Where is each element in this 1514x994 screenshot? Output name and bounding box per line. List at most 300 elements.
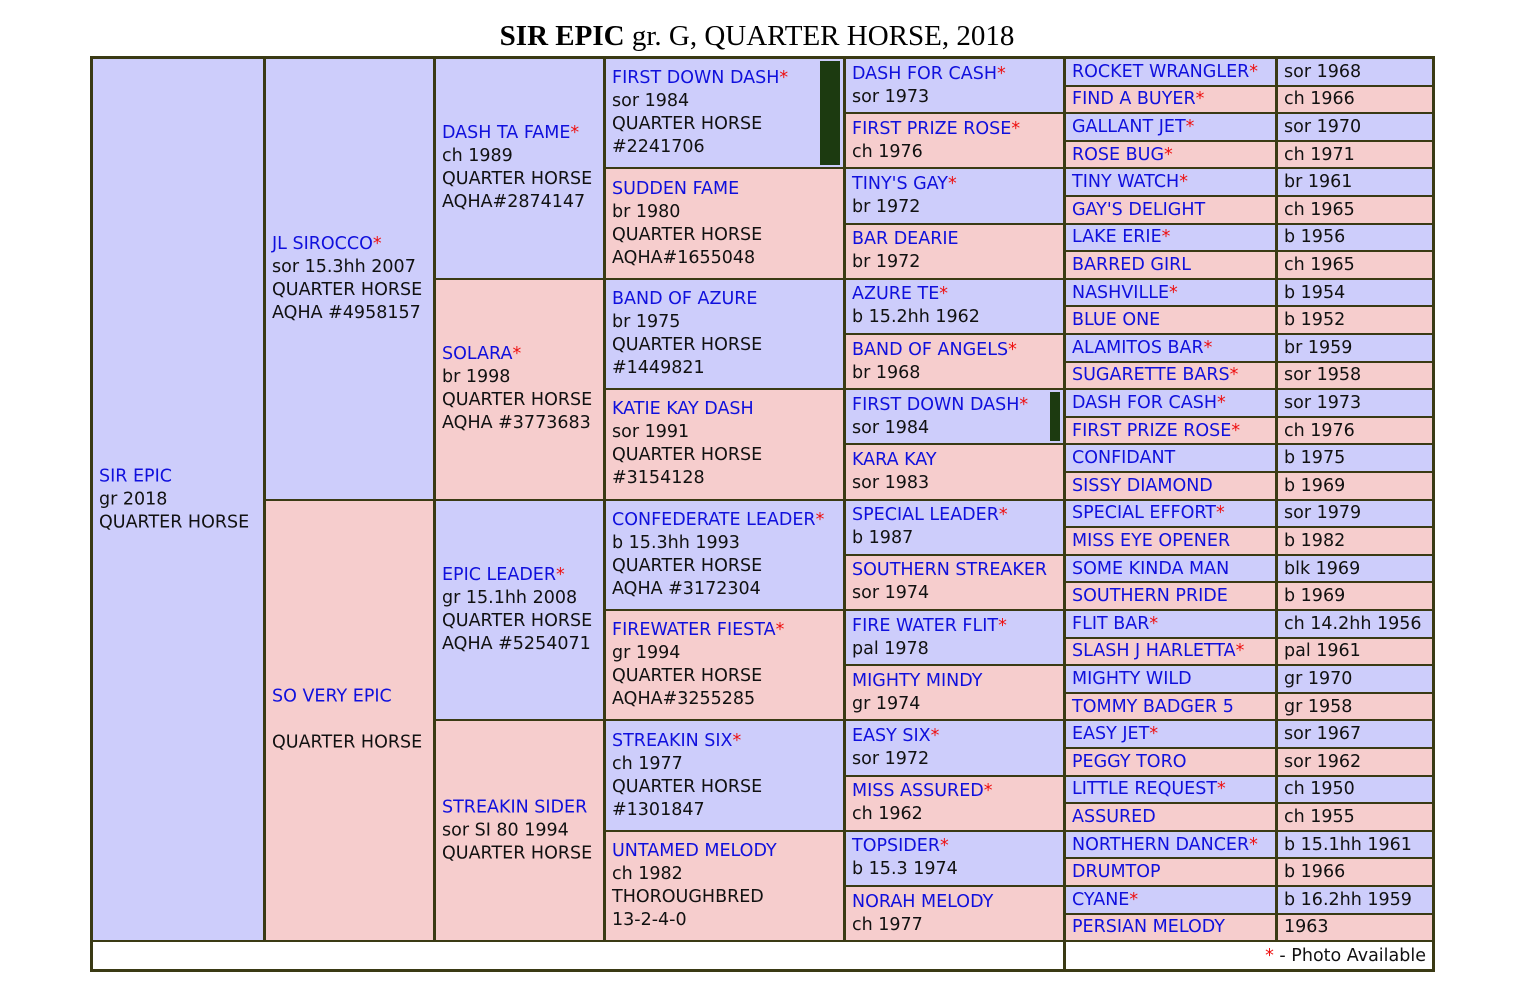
horse-info-text: b 1969 [1284,586,1346,607]
horse-name[interactable]: MIGHTY MINDY [852,670,983,691]
horse-entry [1072,420,1275,442]
gen1-cell-sire [93,59,263,940]
gen6-cell-dam [1066,197,1275,223]
horse-name[interactable]: BARRED GIRL [1072,254,1192,275]
gen6-info-cell [1278,556,1432,582]
horse-info-text: ch 1966 [1284,89,1355,110]
gen6-cell-dam [1066,804,1275,830]
gen6-cell-dam [1066,363,1275,389]
horse-name-link[interactable] [852,615,1063,638]
horse-name[interactable]: SO VERY EPIC [272,686,392,707]
legend-cell [1066,942,1432,969]
horse-name-link[interactable] [852,504,1063,527]
photo-available-star: * [1169,282,1178,303]
photo-available-star: * [1231,420,1241,441]
horse-name[interactable]: SOUTHERN STREAKER [852,560,1048,581]
horse-info [1284,916,1432,938]
photo-available-star: * [1179,172,1188,193]
horse-name[interactable]: MISS EYE OPENER [1072,530,1231,551]
gen6-info-cell [1278,777,1432,803]
horse-info-text: gr 1970 [1284,668,1353,689]
horse-name[interactable]: CYANE [1072,889,1130,910]
horse-name[interactable]: STREAKIN SIX [612,730,733,751]
horse-detail-line: QUARTER HORSE [612,224,763,245]
horse-detail-line: QUARTER HORSE [442,843,593,864]
horse-name[interactable]: DASH FOR CASH [852,63,997,84]
horse-info-text: br 1961 [1284,172,1353,193]
horse-name[interactable]: MIGHTY WILD [1072,668,1192,689]
horse-name-link[interactable] [852,449,1063,472]
horse-name-link[interactable] [272,686,433,709]
horse-detail-line: 13-2-4-0 [612,909,687,930]
photo-available-star: * [775,620,785,641]
horse-info [1284,668,1432,690]
horse-name-link[interactable] [852,780,1063,803]
horse-detail-line: sor 1972 [852,748,930,769]
gen5-cell-dam [846,666,1063,719]
horse-detail-line: br 1998 [442,367,511,388]
horse-name[interactable]: SOUTHERN PRIDE [1072,586,1228,607]
gen6-info-cell [1278,859,1432,885]
horse-entry [1072,337,1275,359]
horse-info [1284,696,1432,718]
horse-name[interactable]: FIRE WATER FLIT [852,615,999,636]
horse-name[interactable]: TINY WATCH [1072,172,1180,193]
horse-entry [1072,613,1275,635]
horse-name[interactable]: LAKE ERIE [1072,227,1162,248]
gen6-cell-sire [1066,169,1275,195]
horse-name[interactable]: FLIT BAR [1072,613,1150,634]
photo-available-star: * [1229,365,1239,386]
photo-available-star: * [1249,61,1259,82]
photo-available-star: * [1011,118,1021,139]
horse-detail-line: sor 1974 [852,583,930,604]
photo-available-star: * [732,730,742,751]
photo-available-star: * [1195,89,1205,110]
gen6-cell-dam [1066,307,1275,333]
horse-detail-line: sor 1973 [852,86,930,107]
accent-bar [820,61,840,165]
horse-name-link[interactable] [852,63,1063,86]
gen5-cell-sire [846,280,1063,333]
page-title [0,20,1514,53]
horse-name-link[interactable] [1072,475,1275,497]
horse-name[interactable]: FIRST PRIZE ROSE [1072,420,1232,441]
horse-name-link[interactable] [1072,144,1275,166]
horse-detail-line: ch 1989 [442,146,513,167]
gen6-cell-sire [1066,225,1275,251]
horse-name[interactable]: GALLANT JET [1072,116,1186,137]
gen6-cell-sire [1066,887,1275,913]
horse-name-link[interactable] [852,670,1063,693]
title-horse-name: SIR EPIC [499,20,625,52]
horse-entry [852,835,1063,881]
horse-detail-line: b 15.3hh 1993 [612,532,740,553]
horse-entry [612,509,843,601]
horse-info-text: br 1959 [1284,337,1353,358]
gen6-cell-sire [1066,59,1275,85]
horse-name-link[interactable] [1072,916,1275,938]
horse-name[interactable]: SIR EPIC [99,466,172,487]
gen6-cell-sire [1066,390,1275,416]
horse-name-link[interactable] [1072,337,1275,359]
horse-name-link[interactable] [852,173,1063,196]
horse-info-text: sor 1962 [1284,751,1362,772]
horse-name-link[interactable] [1072,309,1275,331]
gen3-cell-sire [436,501,603,720]
horse-detail-line: sor 15.3hh 2007 [272,256,416,277]
horse-name-link[interactable] [1072,254,1275,276]
gen5-cell-sire [846,611,1063,664]
horse-name[interactable]: BAND OF ANGELS [852,339,1009,360]
horse-name[interactable]: NORAH MELODY [852,891,994,912]
horse-name-link[interactable] [1072,420,1275,442]
horse-entry [852,173,1063,219]
photo-available-star: * [512,344,522,365]
horse-entry [442,343,603,435]
horse-entry [1072,751,1275,773]
horse-name-link[interactable] [442,343,603,366]
horse-name-link[interactable] [852,339,1063,362]
gen6-cell-dam [1066,915,1275,941]
horse-name[interactable]: MISS ASSURED [852,781,984,802]
horse-name[interactable]: FIREWATER FIESTA [612,620,776,641]
gen6-info-cell [1278,225,1432,251]
horse-name[interactable]: NORTHERN DANCER [1072,834,1250,855]
gen6-info-cell [1278,639,1432,665]
horse-name-link[interactable] [1072,502,1275,524]
horse-name-link[interactable] [1072,640,1275,662]
gen6-info-cell [1278,915,1432,941]
gen6-info-cell [1278,59,1432,85]
horse-name[interactable]: FIND A BUYER [1072,89,1196,110]
horse-name-link[interactable] [1072,530,1275,552]
horse-name-link[interactable] [612,178,843,201]
horse-name[interactable]: TOPSIDER [852,836,940,857]
horse-info [1284,806,1432,828]
horse-name[interactable]: ROCKET WRANGLER [1072,61,1250,82]
horse-detail-line: QUARTER HORSE [612,114,763,135]
horse-name[interactable]: STREAKIN SIDER [442,797,588,818]
horse-name[interactable]: SPECIAL LEADER [852,505,999,526]
horse-name-link[interactable] [1072,199,1275,221]
gen5-cell-dam [846,777,1063,830]
horse-name-link[interactable] [1072,668,1275,690]
gen5-cell-dam [846,225,1063,278]
horse-detail-line: QUARTER HORSE [99,512,250,533]
horse-name-link[interactable] [1072,696,1275,718]
horse-name-link[interactable] [852,559,1063,582]
horse-name-link[interactable] [1072,61,1275,83]
horse-name-link[interactable] [1072,806,1275,828]
horse-entry [1072,199,1275,221]
horse-name-link[interactable] [852,891,1063,914]
horse-name-link[interactable] [612,67,843,90]
horse-name-link[interactable] [852,394,1063,417]
horse-name-link[interactable] [1072,778,1275,800]
photo-available-star: * [930,725,940,746]
horse-entry [1072,778,1275,800]
horse-name-link[interactable] [852,283,1063,306]
horse-entry [1072,861,1275,883]
horse-name-link[interactable] [1072,88,1275,110]
photo-available-star: * [1164,144,1173,165]
horse-entry [1072,530,1275,552]
horse-info [1284,502,1432,524]
horse-name[interactable]: ASSURED [1072,806,1156,827]
horse-entry [852,615,1063,661]
horse-name-link[interactable] [1072,558,1275,580]
horse-name[interactable]: EASY JET [1072,724,1150,745]
horse-name[interactable]: EPIC LEADER [442,564,557,585]
horse-info [1284,254,1432,276]
horse-name[interactable]: DASH FOR CASH [1072,392,1217,413]
horse-info-text: ch 1971 [1284,144,1355,165]
horse-name-link[interactable] [442,564,603,587]
horse-name-link[interactable] [272,233,433,256]
horse-entry [1072,282,1275,304]
horse-name-link[interactable] [442,796,603,819]
horse-name-link[interactable] [612,509,843,532]
footer-left-cell [93,942,1063,969]
gen6-info-cell [1278,721,1432,747]
gen6-info-cell [1278,583,1432,609]
gen4-cell-dam [606,169,843,277]
horse-detail-line: gr 15.1hh 2008 [442,587,578,608]
gen4-cell-dam [606,611,843,719]
gen5-cell-sire [846,501,1063,554]
horse-info [1284,558,1432,580]
gen6-cell-dam [1066,252,1275,278]
horse-name[interactable]: FIRST PRIZE ROSE [852,118,1012,139]
horse-name[interactable]: FIRST DOWN DASH [852,394,1020,415]
horse-info-text: b 1969 [1284,475,1346,496]
horse-info [1284,61,1432,83]
horse-info-text: b 16.2hh 1959 [1284,889,1412,910]
gen6-cell-dam [1066,142,1275,168]
horse-name[interactable]: EASY SIX [852,725,931,746]
photo-available-star: * [372,233,382,254]
horse-detail-line: sor 1984 [612,91,690,112]
horse-name-link[interactable] [1072,116,1275,138]
horse-info [1284,889,1432,911]
horse-info [1284,834,1432,856]
horse-name[interactable]: KATIE KAY DASH [612,399,754,420]
horse-detail-line: #2241706 [612,137,705,158]
horse-detail-line: QUARTER HORSE [442,390,593,411]
horse-name-link[interactable] [1072,585,1275,607]
horse-name[interactable]: SISSY DIAMOND [1072,475,1213,496]
horse-entry [1072,723,1275,745]
photo-available-star: * [1249,834,1258,855]
horse-info-text: ch 1955 [1284,806,1355,827]
horse-info [1284,144,1432,166]
horse-name[interactable]: DASH TA FAME [442,123,571,144]
horse-entry [1072,61,1275,83]
horse-detail-line: AQHA #4958157 [272,302,421,323]
horse-name[interactable]: FIRST DOWN DASH [612,68,780,89]
horse-name-link[interactable] [612,288,843,311]
gen6-info-cell [1278,280,1432,306]
photo-legend [1265,946,1426,966]
horse-name-link[interactable] [1072,613,1275,635]
horse-name[interactable]: GAY'S DELIGHT [1072,199,1206,220]
horse-name[interactable]: CONFEDERATE LEADER [612,509,816,530]
horse-name[interactable]: BAR DEARIE [852,229,959,250]
horse-name-link[interactable] [1072,282,1275,304]
horse-name[interactable]: BAND OF AZURE [612,288,758,309]
gen6-cell-dam [1066,583,1275,609]
horse-name[interactable]: DRUMTOP [1072,862,1161,883]
horse-detail-line: #1301847 [612,799,705,820]
title-details: gr. G, QUARTER HORSE, 2018 [624,20,1015,52]
horse-entry [1072,475,1275,497]
horse-name-link[interactable] [612,619,843,642]
horse-entry [852,394,1063,440]
horse-entry [852,670,1063,716]
horse-info-text: b 1975 [1284,448,1346,469]
photo-available-star: * [556,564,565,585]
horse-info-text: b 1982 [1284,530,1346,551]
horse-entry [612,288,843,380]
horse-detail-line: ch 1976 [852,141,923,162]
gen4-cell-sire [606,280,843,388]
horse-name[interactable]: UNTAMED MELODY [612,840,777,861]
horse-name-link[interactable] [1072,226,1275,248]
horse-name[interactable]: JL SIROCCO [272,233,373,254]
photo-available-star: * [998,615,1007,636]
horse-entry [852,891,1063,937]
horse-info [1284,778,1432,800]
horse-entry [1072,309,1275,331]
horse-name[interactable]: KARA KAY [852,449,937,470]
gen5-cell-sire [846,169,1063,222]
horse-name-link[interactable] [1072,751,1275,773]
horse-name-link[interactable] [1072,392,1275,414]
horse-name[interactable]: NASHVILLE [1072,282,1170,303]
horse-entry [1072,834,1275,856]
horse-name-link[interactable] [1072,723,1275,745]
horse-name[interactable]: TOMMY BADGER 5 [1072,696,1234,717]
horse-name[interactable]: PEGGY TORO [1072,751,1187,772]
horse-name[interactable]: SLASH J HARLETTA [1072,641,1236,662]
gen5-cell-dam [846,887,1063,940]
horse-detail-line: AQHA#1655048 [612,247,756,268]
horse-name[interactable]: CONFIDANT [1072,448,1176,469]
photo-available-star: * [1235,641,1245,662]
gen3-cell-dam [436,721,603,940]
horse-name-link[interactable] [1072,834,1275,856]
horse-name-link[interactable] [852,228,1063,251]
horse-name[interactable]: BLUE ONE [1072,310,1161,331]
gen6-cell-sire [1066,666,1275,692]
photo-available-star: * [983,781,993,802]
horse-info [1284,392,1432,414]
horse-name-link[interactable] [1072,171,1275,193]
horse-entry [1072,254,1275,276]
horse-name[interactable]: SUGARETTE BARS [1072,365,1230,386]
horse-name-link[interactable] [442,122,603,145]
horse-info [1284,640,1432,662]
horse-name-link[interactable] [852,835,1063,858]
horse-name-link[interactable] [612,840,843,863]
horse-info [1284,613,1432,635]
horse-name[interactable]: PERSIAN MELODY [1072,917,1225,938]
horse-info [1284,751,1432,773]
horse-name-link[interactable] [852,118,1063,141]
horse-detail-line: QUARTER HORSE [442,169,593,190]
horse-detail-line: ch 1977 [612,753,683,774]
horse-entry [1072,558,1275,580]
horse-entry [852,339,1063,385]
horse-entry [1072,916,1275,938]
horse-info [1284,861,1432,883]
horse-name-link[interactable] [612,730,843,753]
horse-name[interactable]: ROSE BUG [1072,144,1165,165]
horse-entry [1072,696,1275,718]
horse-name[interactable]: TINY'S GAY [852,173,948,194]
horse-info [1284,199,1432,221]
horse-name-link[interactable] [1072,447,1275,469]
horse-name[interactable]: LITTLE REQUEST [1072,779,1218,800]
gen4-cell-sire [606,59,843,167]
horse-detail-line: THOROUGHBRED [612,886,764,907]
horse-info-text: b 1952 [1284,310,1346,331]
horse-name[interactable]: SOLARA [442,344,513,365]
gen3-cell-dam [436,280,603,499]
gen6-info-cell [1278,307,1432,333]
horse-entry [442,796,603,865]
horse-entry [1072,88,1275,110]
horse-entry [852,504,1063,550]
horse-name-link[interactable] [612,398,843,421]
horse-name-link[interactable] [1072,364,1275,386]
photo-available-star: * [1203,337,1213,358]
horse-detail-line: gr 1974 [852,693,921,714]
horse-entry [852,118,1063,164]
horse-name[interactable]: SOME KINDA MAN [1072,558,1230,579]
photo-available-star: * [1185,116,1195,137]
horse-name-link[interactable] [1072,861,1275,883]
horse-entry [442,122,603,214]
horse-name[interactable]: SUDDEN FAME [612,178,740,199]
horse-entry [442,564,603,656]
horse-entry [612,840,843,932]
horse-name[interactable]: SPECIAL EFFORT [1072,503,1216,524]
horse-info-text: pal 1961 [1284,641,1361,662]
photo-available-star: * [1161,227,1171,248]
photo-available-star: * [1215,503,1225,524]
gen6-info-cell [1278,418,1432,444]
horse-name-link[interactable] [99,465,263,488]
horse-detail-line: #3154128 [612,468,705,489]
horse-entry [99,465,263,534]
gen5-cell-sire [846,59,1063,112]
horse-name-link[interactable] [852,725,1063,748]
horse-name[interactable]: ALAMITOS BAR [1072,337,1204,358]
horse-detail-line: sor 1991 [612,422,690,443]
horse-detail-line [272,709,433,732]
horse-name-link[interactable] [1072,889,1275,911]
horse-info [1284,309,1432,331]
gen6-info-cell [1278,887,1432,913]
horse-detail-line: b 15.2hh 1962 [852,307,980,328]
horse-info-text: 1963 [1284,917,1329,938]
horse-detail-line: QUARTER HORSE [612,666,763,687]
gen5-cell-dam [846,445,1063,498]
horse-info [1284,447,1432,469]
horse-name[interactable]: AZURE TE [852,284,940,305]
